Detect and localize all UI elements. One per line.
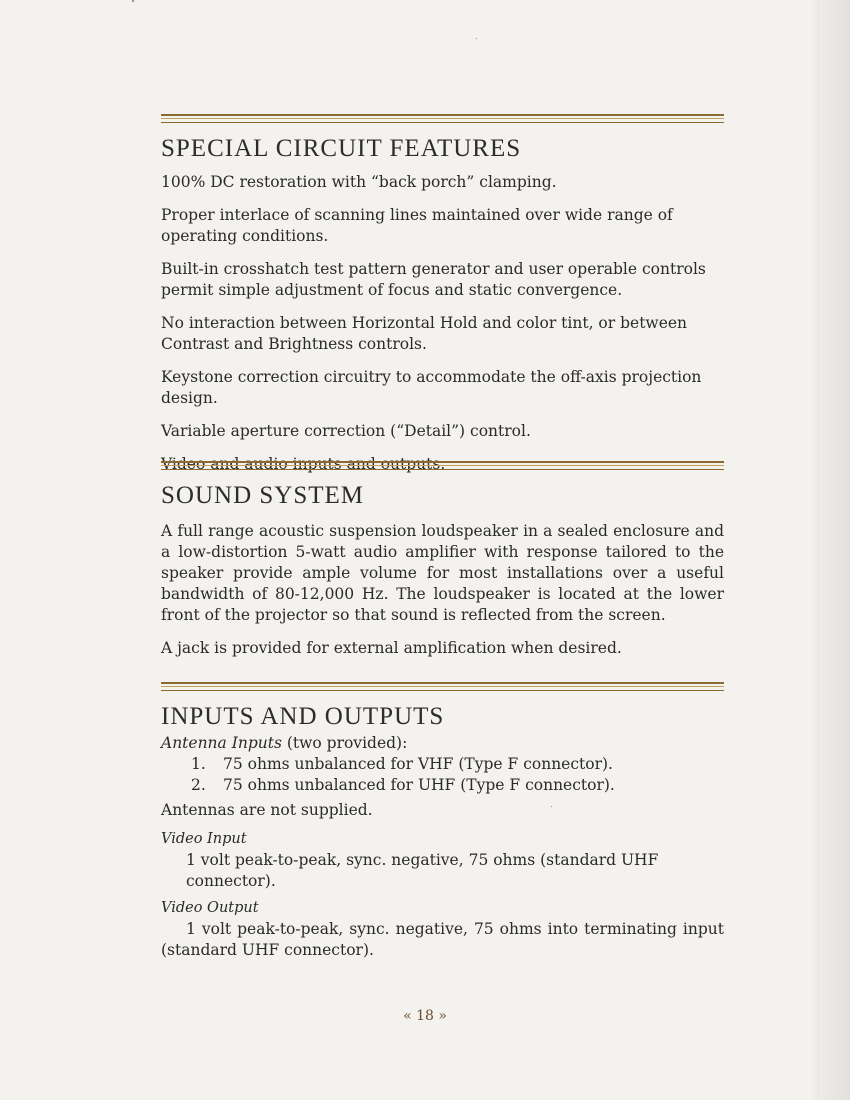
antenna-item [161,754,724,775]
feature-keystone: Keystone correction circuitry to accommodate the off-axis projection design. [161,368,702,407]
page-number: « 18 » [403,1008,447,1024]
feature-crosshatch: Built-in crosshatch test pattern generator and user operable controls permit simple adjustment of focus and static convergence. [161,260,706,299]
scan-speck [476,38,477,39]
scan-speck [551,806,552,807]
section-divider-special [161,114,724,123]
heading-special-circuit-features: SPECIAL CIRCUIT FEATURES [161,135,522,162]
scan-speck [132,0,134,2]
antenna-item-number: 2. [191,776,206,794]
video-output-label: Video Output [161,900,259,916]
antenna-inputs-label: Antenna Inputs [161,734,282,752]
feature-no-interaction: No interaction between Horizontal Hold and color tint, or between Contrast and Brightness controls. [161,314,688,353]
heading-inputs-outputs: INPUTS AND OUTPUTS [161,703,445,730]
video-output-spec: 1 volt peak-to-peak, sync. negative, 75 ohms into terminating input (standard UHF connector). [161,920,724,959]
video-input-spec: 1 volt peak-to-peak, sync. negative, 75 ohms (standard UHF connector). [186,851,659,890]
inputs-outputs-body [161,733,724,961]
sound-system-body [161,521,724,671]
antenna-item [161,775,724,796]
sound-jack-note: A jack is provided for external amplification when desired. [161,639,622,657]
special-features-body [161,172,724,487]
video-input-label: Video Input [161,831,247,847]
antenna-inputs-suffix: (two provided): [286,734,408,752]
section-divider-io [161,682,724,691]
section-divider-sound [161,461,724,470]
feature-aperture: Variable aperture correction (“Detail”) control. [161,422,531,440]
antenna-item-text: 75 ohms unbalanced for VHF (Type F connector). [223,755,613,773]
antenna-item-text: 75 ohms unbalanced for UHF (Type F connector). [223,776,615,794]
feature-interlace: Proper interlace of scanning lines maintained over wide range of operating conditions. [161,206,673,245]
sound-description: A full range acoustic suspension loudspeaker in a sealed enclosure and a low-distortion 5-watt audio amplifier with response tailored to the speaker provide ample volume for most installations over a useful bandwidth of 80-12,000 Hz. The loudspeaker is located at the lower front of the projector so that sound is reflected from the screen. [161,522,724,624]
antenna-item-number: 1. [191,755,206,773]
page-edge [820,0,850,1100]
antenna-note: Antennas are not supplied. [161,801,373,819]
heading-sound-system: SOUND SYSTEM [161,482,365,509]
antenna-inputs-line [161,733,724,754]
page-edge-shadow [810,0,820,1100]
feature-dc-restoration: 100% DC restoration with “back porch” clamping. [161,173,557,191]
feature-av-io: Video and audio inputs and outputs. [161,455,446,473]
